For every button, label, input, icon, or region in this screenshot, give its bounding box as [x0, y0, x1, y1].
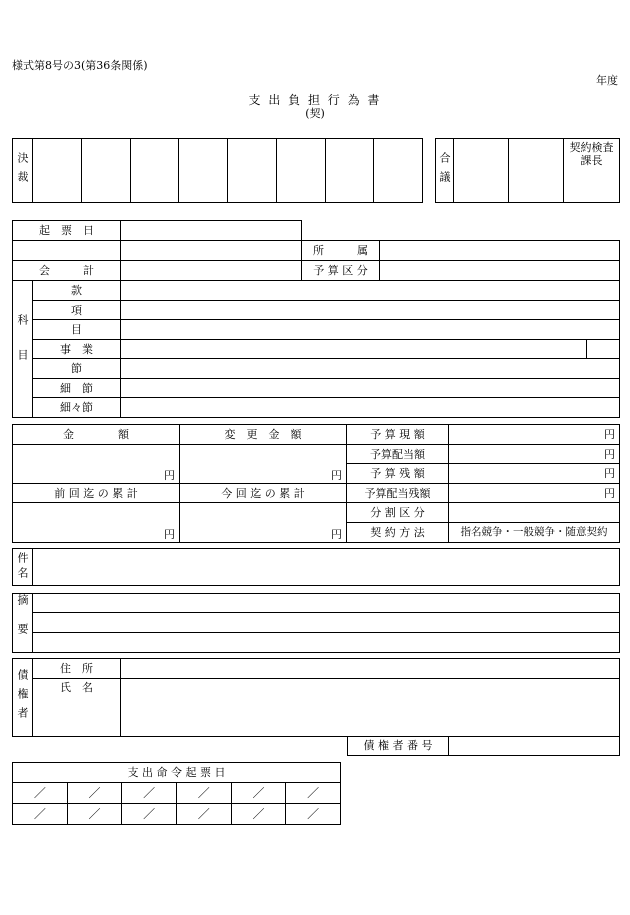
order-date-cell[interactable]: ／ — [13, 783, 68, 804]
jusho-label: 住 所 — [33, 659, 121, 679]
shimei-value[interactable] — [121, 679, 620, 737]
kamoku-jigyo-extra[interactable] — [587, 340, 620, 359]
saikensha-bango-value[interactable] — [449, 736, 620, 756]
order-date-cell[interactable]: ／ — [13, 804, 68, 825]
yosan-kubun-value[interactable] — [380, 261, 620, 281]
saikensha-bango-label: 債 権 者 番 号 — [348, 736, 449, 756]
order-date-cell[interactable]: ／ — [67, 783, 122, 804]
tekiyo-line-1[interactable] — [33, 594, 620, 613]
bunkatsu-kubun-label: 分 割 区 分 — [347, 503, 449, 523]
kamoku-label: 科目 — [13, 281, 33, 418]
kingaku-value[interactable]: 円 — [13, 445, 180, 484]
konkai-ruikei-label: 今 回 迄 の 累 計 — [180, 484, 347, 503]
tekiyo-label: 摘要 — [13, 594, 33, 653]
stamp-cell[interactable] — [130, 139, 179, 203]
saikensha-label: 債権者 — [13, 659, 33, 737]
bunkatsu-kubun-value[interactable] — [449, 503, 620, 523]
order-date-cell[interactable]: ／ — [122, 804, 177, 825]
kamoku-kan-label: 款 — [33, 281, 121, 301]
kamoku-ko-label: 項 — [33, 301, 121, 320]
stamp-cell[interactable] — [509, 139, 564, 203]
document-title: 支 出 負 担 行 為 書 — [248, 93, 382, 107]
kamoku-setsu-value[interactable] — [121, 359, 620, 379]
order-date-cell[interactable]: ／ — [231, 804, 286, 825]
yosan-zan-label: 予 算 残 額 — [347, 464, 449, 484]
kenmei-label: 件名 — [13, 549, 33, 586]
tekiyo-line-2[interactable] — [33, 613, 620, 633]
henko-kingaku-label: 変 更 金 額 — [180, 425, 347, 445]
yosan-haito-label: 予算配当額 — [347, 445, 449, 464]
keiyaku-hoho-label: 契 約 方 法 — [347, 523, 449, 543]
yosan-gen-value[interactable]: 円 — [449, 425, 620, 445]
fiscal-year-label: 年度 — [596, 74, 618, 87]
yosan-haito-zan-label: 予算配当残額 — [347, 484, 449, 503]
tekiyo-line-3[interactable] — [33, 633, 620, 653]
stamp-cell[interactable] — [228, 139, 277, 203]
shozoku-value[interactable] — [380, 241, 620, 261]
order-date-cell[interactable]: ／ — [176, 804, 231, 825]
gogi-approval-table — [435, 138, 620, 203]
yosan-zan-value[interactable]: 円 — [449, 464, 620, 484]
kamoku-table — [12, 280, 620, 418]
yosan-haito-zan-value[interactable]: 円 — [449, 484, 620, 503]
kingaku-label: 金 額 — [13, 425, 180, 445]
kaikei-value[interactable] — [121, 261, 302, 281]
order-date-table — [12, 762, 341, 825]
inspection-chief-cell[interactable]: 契約検査 課長 — [564, 139, 620, 203]
document-subtitle: (契) — [305, 107, 325, 120]
stamp-cell[interactable] — [454, 139, 509, 203]
kenmei-table — [12, 548, 620, 586]
kamoku-moku-label: 目 — [33, 320, 121, 340]
gogi-label: 合議 — [436, 139, 454, 203]
amount-table — [12, 424, 620, 543]
shozoku-label: 所 属 — [302, 241, 380, 261]
shimei-label: 氏 名 — [33, 679, 121, 737]
saikensha-bango-table — [347, 736, 620, 756]
kessai-label: 決裁 — [13, 139, 33, 203]
kessai-approval-table — [12, 138, 423, 203]
tekiyo-table — [12, 593, 620, 653]
kamoku-saisaisetsu-label: 細々節 — [33, 398, 121, 418]
yosan-gen-label: 予 算 現 額 — [347, 425, 449, 445]
stamp-cell[interactable] — [276, 139, 325, 203]
zenkai-ruikei-label: 前 回 迄 の 累 計 — [13, 484, 180, 503]
stamp-cell[interactable] — [374, 139, 423, 203]
order-date-cell[interactable]: ／ — [286, 783, 341, 804]
form-number: 様式第8号の3(第36条関係) — [12, 59, 148, 72]
kamoku-kan-value[interactable] — [121, 281, 620, 301]
henko-kingaku-value[interactable]: 円 — [180, 445, 347, 484]
keiyaku-hoho-value[interactable]: 指名競争・一般競争・随意契約 — [449, 523, 620, 543]
zenkai-ruikei-value[interactable]: 円 — [13, 503, 180, 543]
order-date-cell[interactable]: ／ — [176, 783, 231, 804]
info-table — [12, 220, 620, 281]
kamoku-saisetsu-label: 細 節 — [33, 379, 121, 398]
kihyobi-label: 起 票 日 — [13, 221, 121, 241]
stamp-cell[interactable] — [179, 139, 228, 203]
order-date-cell[interactable]: ／ — [231, 783, 286, 804]
kenmei-value[interactable] — [33, 549, 620, 586]
blank-cell[interactable] — [121, 241, 302, 261]
blank-cell[interactable] — [13, 241, 121, 261]
order-date-title: 支 出 命 令 起 票 日 — [13, 763, 341, 783]
yosan-kubun-label: 予 算 区 分 — [302, 261, 380, 281]
order-date-cell[interactable]: ／ — [286, 804, 341, 825]
stamp-cell[interactable] — [325, 139, 374, 203]
order-date-cell[interactable]: ／ — [122, 783, 177, 804]
kamoku-saisaisetsu-value[interactable] — [121, 398, 620, 418]
kamoku-ko-value[interactable] — [121, 301, 620, 320]
kamoku-jigyo-label: 事 業 — [33, 340, 121, 359]
kamoku-jigyo-value[interactable] — [121, 340, 587, 359]
kaikei-label: 会 計 — [13, 261, 121, 281]
stamp-cell[interactable] — [81, 139, 130, 203]
saikensha-table — [12, 658, 620, 737]
kihyobi-value[interactable] — [121, 221, 302, 241]
yosan-haito-value[interactable]: 円 — [449, 445, 620, 464]
jusho-value[interactable] — [121, 659, 620, 679]
kamoku-saisetsu-value[interactable] — [121, 379, 620, 398]
kamoku-moku-value[interactable] — [121, 320, 620, 340]
kamoku-setsu-label: 節 — [33, 359, 121, 379]
konkai-ruikei-value[interactable]: 円 — [180, 503, 347, 543]
order-date-cell[interactable]: ／ — [67, 804, 122, 825]
stamp-cell[interactable] — [33, 139, 82, 203]
